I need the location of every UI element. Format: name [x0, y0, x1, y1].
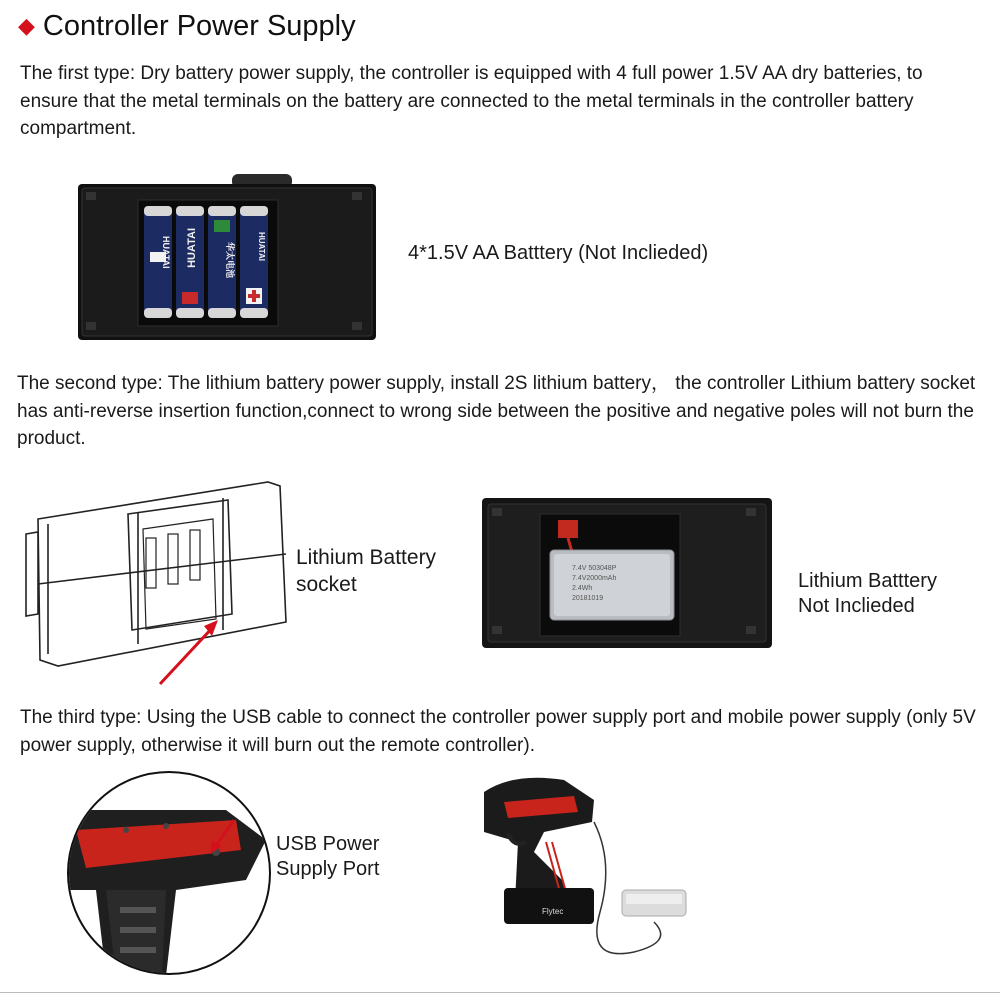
lithium-socket-caption-line1: Lithium Battery	[296, 546, 437, 569]
aa-battery-caption: 4*1.5V AA Batttery (Not Inclieded)	[408, 242, 709, 264]
usb-port-closeup-image	[66, 770, 272, 976]
section2-text: The second type: The lithium battery power supply, install 2S lithium battery， the controller Lithium battery socket has anti-reverse insertion function,connect to wrong side between the positive and negative poles will not burn the product.	[17, 373, 976, 449]
aa-battery-compartment-image	[72, 172, 382, 344]
usb-port-caption	[276, 832, 379, 882]
usb-port-caption-line1: USB Power	[276, 833, 380, 855]
battery-label-1: HUATAI	[161, 236, 171, 269]
pack-label-line2: 7.4V2000mAh	[572, 575, 617, 582]
lithium-pack-caption	[798, 569, 937, 619]
page-header	[18, 6, 356, 46]
lithium-socket-caption-line2: socket	[296, 573, 357, 596]
battery-label-2: HUATAI	[186, 228, 198, 268]
section3-text: The third type: Using the USB cable to connect the controller power supply port and mobile power supply (only 5V power supply, otherwise it will burn out the remote controller).	[20, 707, 976, 756]
lithium-socket-caption	[296, 544, 436, 598]
lithium-pack-caption-line2: Not Inclieded	[798, 595, 915, 617]
pack-label-line4: 20181019	[572, 595, 604, 602]
controller-brand-label: Flytec	[542, 907, 564, 916]
lithium-battery-compartment-image	[480, 496, 780, 652]
aa-battery-4	[240, 206, 268, 318]
section1-text: The first type: Dry battery power supply, the controller is equipped with 4 full power 1.5V AA dry batteries, to ensure that the metal terminals on the battery are connected to the metal terminals in the controller battery compartment.	[20, 63, 923, 139]
bottom-divider	[0, 992, 1000, 993]
battery-label-3: 华太电池	[224, 242, 234, 279]
controller-with-power-bank-image	[474, 772, 710, 972]
pack-label-line3: 2.4Wh	[572, 585, 593, 592]
battery-label-4: HUATAI	[257, 232, 266, 262]
lithium-pack-caption-line1: Lithium Batttery	[798, 570, 937, 592]
page-title: Controller Power Supply	[42, 9, 356, 42]
usb-port-caption-line2: Supply Port	[276, 858, 380, 880]
lithium-socket-drawing	[18, 474, 293, 684]
red-diamond-icon: ◆	[18, 13, 35, 38]
pack-label-line1: 7.4V 503048P	[572, 565, 617, 572]
